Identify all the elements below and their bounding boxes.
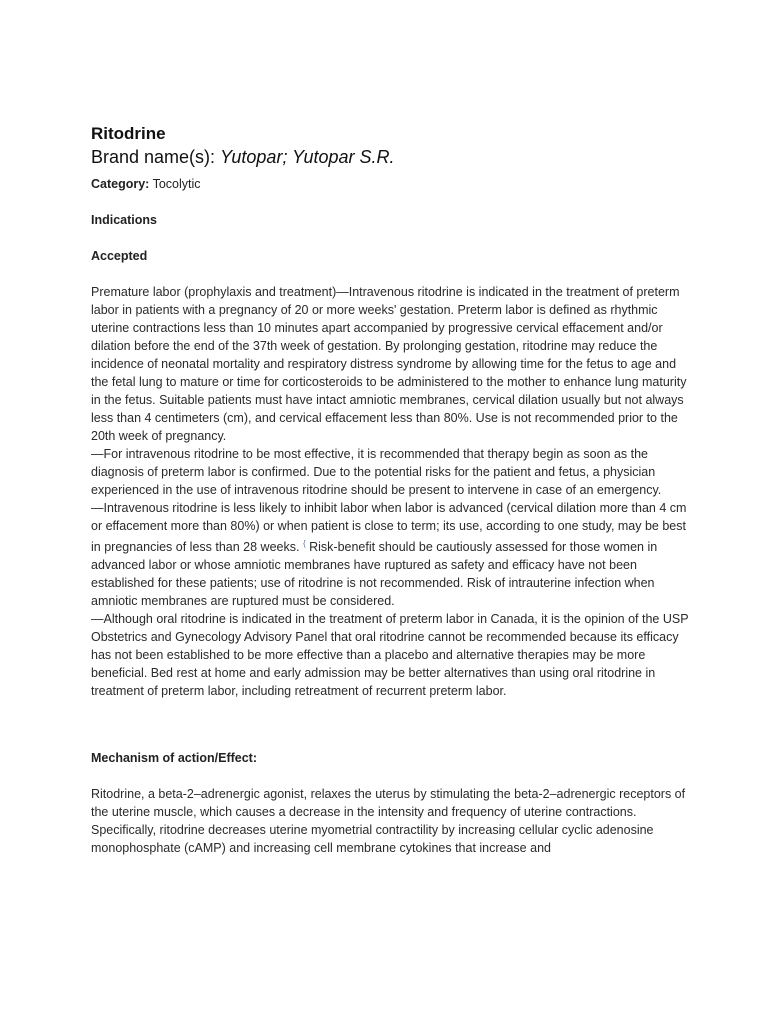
accepted-paragraph-2: —For intravenous ritodrine to be most effective, it is recommended that therapy begin as soon as the diagnosis of preterm labor is confirmed. Due to the potential risks for the patient and fetus, a physician experienced in the use of intravenous ritodrine should be present to intervene in case of an emergency. (91, 447, 662, 497)
mechanism-paragraph: Ritodrine, a beta-2–adrenergic agonist, relaxes the uterus by stimulating the beta-2–adrenergic receptors of the uterine muscle, which causes a decrease in the intensity and frequency of uterine contractions. Specifically, ritodrine decreases uterine myometrial contractility by increasing cellular cyclic adenosine monophosphate (cAMP) and increasing cell membrane cytokines that increase and (91, 787, 686, 856)
category-value: Tocolytic (149, 177, 201, 191)
accepted-text (91, 283, 691, 700)
document-page (91, 124, 691, 857)
brand-label: Brand name(s): (91, 147, 221, 167)
brand-names: Yutopar; Yutopar S.R. (220, 147, 395, 167)
accepted-paragraph-3 (91, 499, 691, 610)
accepted-paragraph-4: —Although oral ritodrine is indicated in the treatment of preterm labor in Canada, it is the opinion of the USP Obstetrics and Gynecology Advisory Panel that oral ritodrine cannot be recommended because its efficacy has not been established to be more effective than a placebo and alternative therapies may be more beneficial. Bed rest at home and early admission may be better alternatives than using oral ritodrine in treatment of preterm labor, including retreatment of recurrent preterm labor. (91, 612, 689, 699)
mechanism-heading: Mechanism of action/Effect: (91, 751, 257, 766)
accepted-heading: Accepted (91, 249, 148, 263)
accepted-paragraph-1: Premature labor (prophylaxis and treatment)—Intravenous ritodrine is indicated in the treatment of preterm labor in patients with a pregnancy of 20 or more weeks' gestation. Preterm labor is defined as rhythmic uterine contractions less than 10 minutes apart accompanied by progressive cervical effacement and/or dilation before the end of the 37th week of gestation. By prolonging gestation, ritodrine may reduce the incidence of neonatal mortality and respiratory distress syndrome by allowing time for the fetus to age and the fetal lung to mature or time for corticosteroids to be administered to the mother to enhance lung maturity in the fetus. Suitable patients must have intact amniotic membranes, cervical dilation usually but not always less than 4 centimeters (cm), and cervical effacement less than 80%. Use is not recommended prior to the 20th week of pregnancy. (91, 285, 687, 443)
brand-names-line (91, 146, 691, 168)
reference-link[interactable]: { (302, 539, 306, 548)
accepted-paragraph-3-part-1: —Intravenous ritodrine is less likely to inhibit labor when labor is advanced (cervical dilation more than 4 cm or effacement more than 80%) or when patient is close to term; its use, according to one study, may be best in pregnancies of less than 28 weeks. (91, 501, 687, 555)
category-line (91, 176, 691, 192)
category-label: Category: (91, 177, 150, 191)
drug-title: Ritodrine (91, 124, 166, 143)
indications-heading: Indications (91, 213, 157, 227)
accepted-paragraph-3-part-2: Risk-benefit should be cautiously assessed for those women in advanced labor or whose amniotic membranes have ruptured as safety and efficacy have not been established for these patients; use of ritodrine is not recommended. Risk of intrauterine infection when amniotic membranes are ruptured must be considered. (91, 540, 658, 609)
